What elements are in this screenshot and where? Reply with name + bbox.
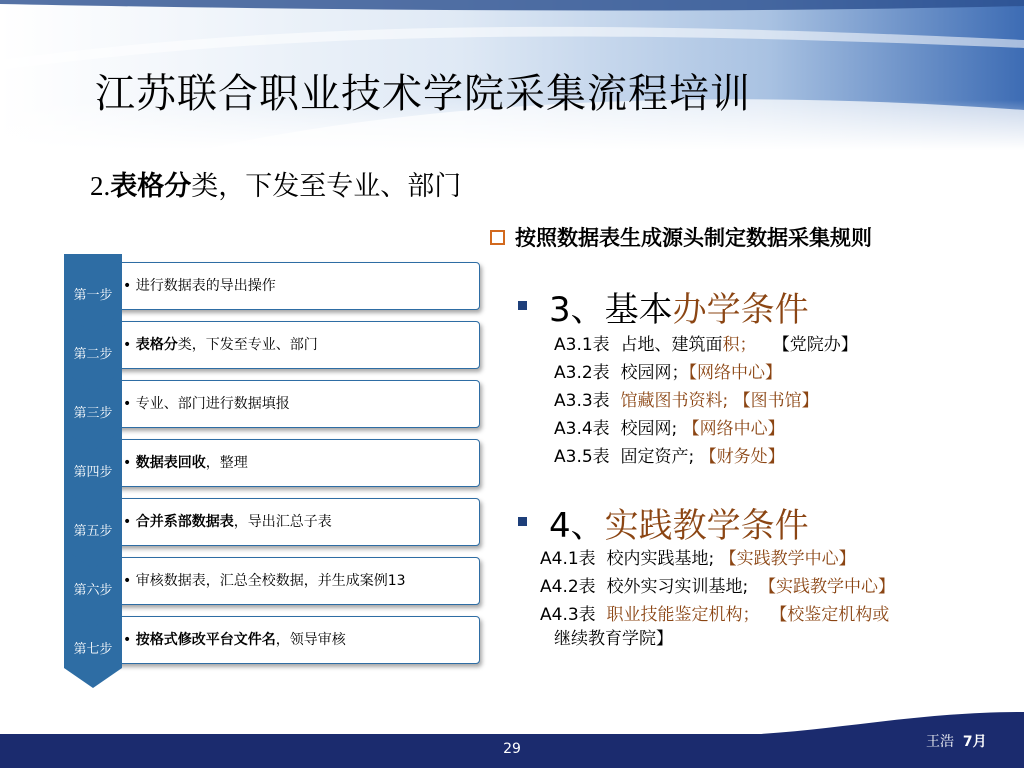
section-3-row: A3.5表 固定资产; 【财务处】: [554, 447, 785, 467]
square-bullet-icon: [518, 301, 527, 310]
step-7: [64, 616, 484, 666]
section-4-row: A4.2表 校外实习实训基地; 【实践教学中心】: [540, 577, 896, 597]
step-box: [112, 262, 480, 310]
step-label: 第二步: [73, 347, 113, 362]
step-2: [64, 321, 484, 371]
step-label: 第一步: [73, 288, 113, 303]
rule-heading-text: 按照数据表生成源头制定数据采集规则: [515, 226, 872, 250]
step-label: 第三步: [73, 406, 113, 421]
section-3-heading: 3、基本办学条件: [518, 282, 809, 331]
step-5: [64, 498, 484, 548]
subtitle-rest: 类，下发至专业、部门: [191, 171, 462, 202]
subtitle-number: 2.: [90, 171, 111, 201]
section-4-row: A4.1表 校内实践基地; 【实践教学中心】: [540, 549, 856, 569]
section-4-heading: 4、实践教学条件: [518, 498, 809, 547]
section-4-row: A4.3表 职业技能鉴定机构； 【校鉴定机构或: [540, 605, 890, 625]
step-4: [64, 439, 484, 489]
step-text: • 数据表回收，整理: [123, 455, 248, 471]
page-number: 29: [503, 741, 521, 757]
step-text: • 专业、部门进行数据填报: [123, 396, 290, 412]
author-info: 王浩 7月: [926, 734, 987, 750]
step-box: [112, 439, 480, 487]
slide-subtitle: [90, 164, 461, 203]
step-text: • 进行数据表的导出操作: [123, 278, 276, 294]
section-3-row: A3.1表 占地、建筑面积； 【党院办】: [554, 335, 858, 355]
step-box: [112, 557, 480, 605]
step-box: [112, 616, 480, 664]
rule-heading: [490, 222, 872, 252]
step-label: 第六步: [73, 583, 113, 598]
step-label: 第七步: [73, 642, 113, 657]
step-text: • 合并系部数据表，导出汇总子表: [123, 514, 332, 530]
section-3-row: A3.3表 馆藏图书资料; 【图书馆】: [554, 391, 819, 411]
step-text: • 审核数据表，汇总全校数据，并生成案例13: [123, 573, 406, 589]
step-6: [64, 557, 484, 607]
square-bullet-icon: [518, 517, 527, 526]
step-text: • 表格分类，下发至专业、部门: [123, 337, 318, 353]
subtitle-bold: 表格分: [110, 171, 192, 202]
step-1: [64, 262, 484, 312]
section-3-row: A3.2表 校园网；【网络中心】: [554, 363, 782, 383]
step-box: [112, 380, 480, 428]
step-3: [64, 380, 484, 430]
hollow-square-bullet-icon: [490, 230, 505, 245]
section-4-continuation: 继续教育学院】: [554, 629, 673, 649]
step-box: [112, 321, 480, 369]
step-chevron: [64, 608, 124, 688]
slide-title: 江苏联合职业技术学院采集流程培训: [95, 71, 751, 117]
step-text: • 按格式修改平台文件名，领导审核: [123, 632, 346, 648]
step-label: 第五步: [73, 524, 113, 539]
step-label: 第四步: [73, 465, 113, 480]
section-3-row: A3.4表 校园网; 【网络中心】: [554, 419, 785, 439]
step-box: [112, 498, 480, 546]
